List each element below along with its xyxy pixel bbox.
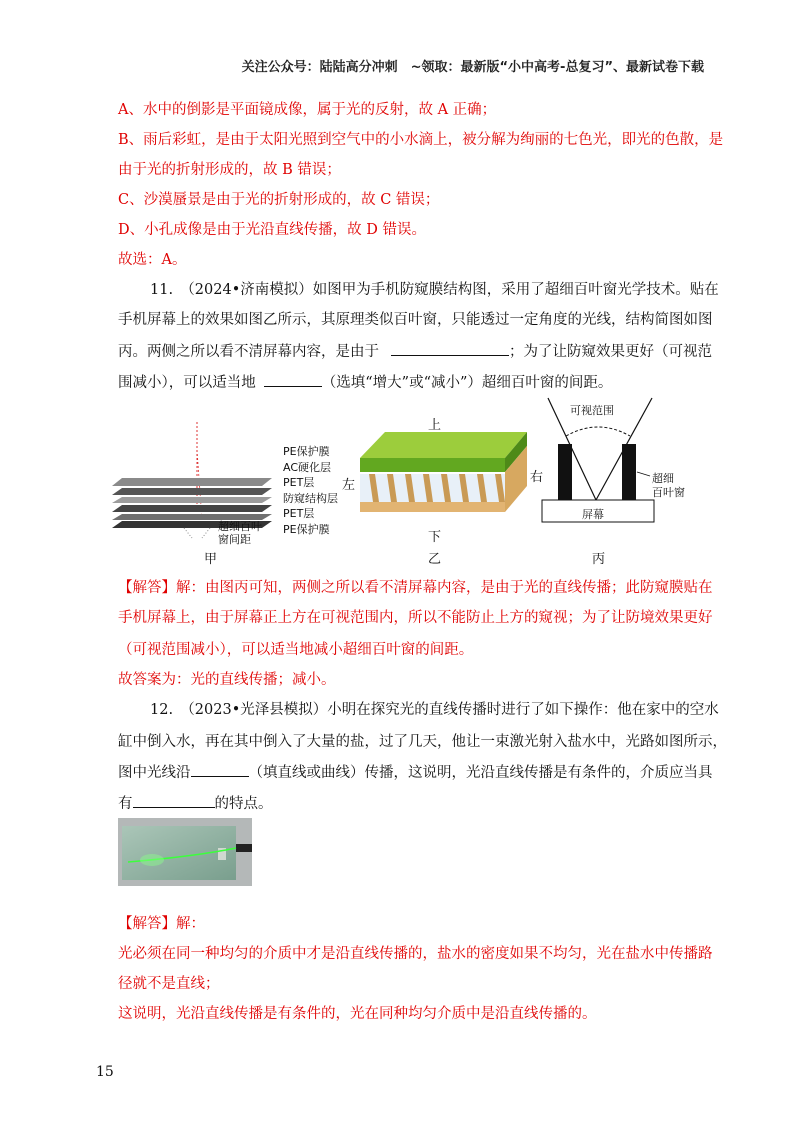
- yi-label-bottom: 下: [428, 530, 442, 545]
- page-number: 15: [96, 1064, 114, 1080]
- yi-label-right: 右: [530, 470, 544, 485]
- jia-layer: [112, 478, 272, 486]
- jia-layer-label: 防窥结构层: [283, 491, 338, 505]
- answer12-line3: 这说明，光沿直线传播是有条件的，光在同种均匀介质中是沿直线传播的。: [118, 1006, 597, 1022]
- q11-line4-prefix: 围减小），可以适当地: [118, 375, 256, 391]
- answer11-line3: （可视范围减小），可以适当地减小超细百叶窗的间距。: [118, 642, 474, 658]
- q11-blank2[interactable]: [264, 372, 322, 387]
- q12-line2: 缸中倒入水，再在其中倒入了大量的盐，过了几天，他让一束激光射入盐水中，光路如图所示，: [118, 734, 727, 750]
- bing-blind-right: [622, 444, 636, 500]
- q11-line4: [118, 371, 612, 392]
- jia-layer-label: PET层: [283, 476, 315, 489]
- jia-layer-label: PE保护膜: [283, 445, 330, 458]
- yi-top-surface: [360, 432, 527, 458]
- q11-line4-suffix: （选填“增大”或“减小”）超细百叶窗的间距。: [321, 375, 613, 391]
- yi-label-left: 左: [342, 478, 356, 493]
- q12-line1: 12. （2023•光泽县模拟）小明在探究光的直线传播时进行了如下操作：他在家中的空水: [150, 702, 719, 718]
- q12-blank2[interactable]: [133, 793, 215, 808]
- yi-base: [360, 502, 505, 512]
- yi-top-front: [360, 458, 505, 472]
- figure-jia-caption: 甲: [204, 552, 218, 567]
- figure-yi-caption: 乙: [428, 552, 442, 567]
- answer12-line1: 光必须在同一种均匀的介质中才是沿直线传播的，盐水的密度如果不均匀，光在盐水中传播路: [118, 946, 713, 962]
- q11-line3: [118, 340, 712, 361]
- answer10-option-b-line1: B、雨后彩虹，是由于太阳光照到空气中的小水滴上，被分解为绚丽的七色光，即光的色散，是: [118, 132, 724, 148]
- q11-blank1[interactable]: [391, 341, 509, 356]
- jia-layer: [112, 505, 272, 512]
- answer10-choice: 故选：A。: [118, 252, 187, 268]
- bing-label-blind: 超细 百叶窗: [652, 472, 685, 499]
- answer12-line2: 径就不是直线；: [118, 976, 220, 992]
- answer10-option-b-line2: 由于光的折射形成的，故 B 错误；: [118, 162, 341, 178]
- answer12-head: 【解答】解：: [118, 916, 205, 932]
- answer11-line1: 【解答】解：由图丙可知，两侧之所以看不清屏幕内容，是由于光的直线传播；此防窥膜贴在: [118, 580, 713, 596]
- q12-line3-suffix: （填直线或曲线）传播，这说明，光沿直线传播是有条件的，介质应当具: [248, 765, 713, 781]
- jia-spacing-label: 超细百叶 窗间距: [218, 520, 262, 546]
- bing-label-view: 可视范围: [570, 404, 614, 417]
- answer10-option-a: A、水中的倒影是平面镜成像，属于光的反射，故 A 正确；: [118, 102, 497, 118]
- q12-photo: [118, 818, 252, 886]
- q12-line3-prefix: 图中光线沿: [118, 765, 191, 781]
- answer10-option-c: C、沙漠蜃景是由于光的折射形成的，故 C 错误；: [118, 192, 440, 208]
- q11-line3-prefix: 丙。两侧之所以看不清屏幕内容，是由于: [118, 344, 379, 360]
- jia-layer: [112, 488, 272, 495]
- jia-layer: [112, 497, 272, 503]
- jia-layer-label: PE保护膜: [283, 522, 330, 536]
- q12-line3: [118, 761, 713, 782]
- q11-line2: 手机屏幕上的效果如图乙所示，其原理类似百叶窗，只能透过一定角度的光线，结构简图如图: [118, 312, 713, 328]
- bing-view-arc: [566, 427, 630, 436]
- answer10-option-d: D、小孔成像是由于光沿直线传播，故 D 错误。: [118, 222, 426, 238]
- q11-line3-suffix: ；为了让防窥效果更好（可视范: [509, 344, 712, 360]
- q12-line4: [118, 792, 273, 813]
- bing-label-screen: 屏幕: [582, 508, 604, 521]
- yi-label-top: 上: [428, 418, 442, 433]
- figure-bing-caption: 丙: [592, 552, 606, 567]
- bing-blind-left: [558, 444, 572, 500]
- q12-line4-suffix: 的特点。: [214, 796, 273, 812]
- photo-laser-pen: [236, 844, 252, 852]
- q12-line4-prefix: 有: [118, 796, 133, 812]
- q11-line1: 11. （2024•济南模拟）如图甲为手机防窥膜结构图，采用了超细百叶窗光学技术。贴在: [150, 282, 719, 298]
- jia-layer-label: PET层: [283, 507, 315, 520]
- jia-layer-labels: [283, 444, 338, 537]
- page-header: 关注公众号：陆陆高分冲刺 ~领取：最新版“小中高考-总复习”、最新试卷下载: [241, 60, 704, 75]
- answer11-final: 故答案为：光的直线传播；减小。: [118, 672, 336, 688]
- figure-yi-diagram: [355, 430, 530, 530]
- answer11-line2: 手机屏幕上，由于屏幕正上方在可视范围内，所以不能防止上方的窥视；为了让防境效果更好: [118, 610, 713, 626]
- q12-blank1[interactable]: [191, 762, 249, 777]
- jia-layer-label: AC硬化层: [283, 460, 332, 474]
